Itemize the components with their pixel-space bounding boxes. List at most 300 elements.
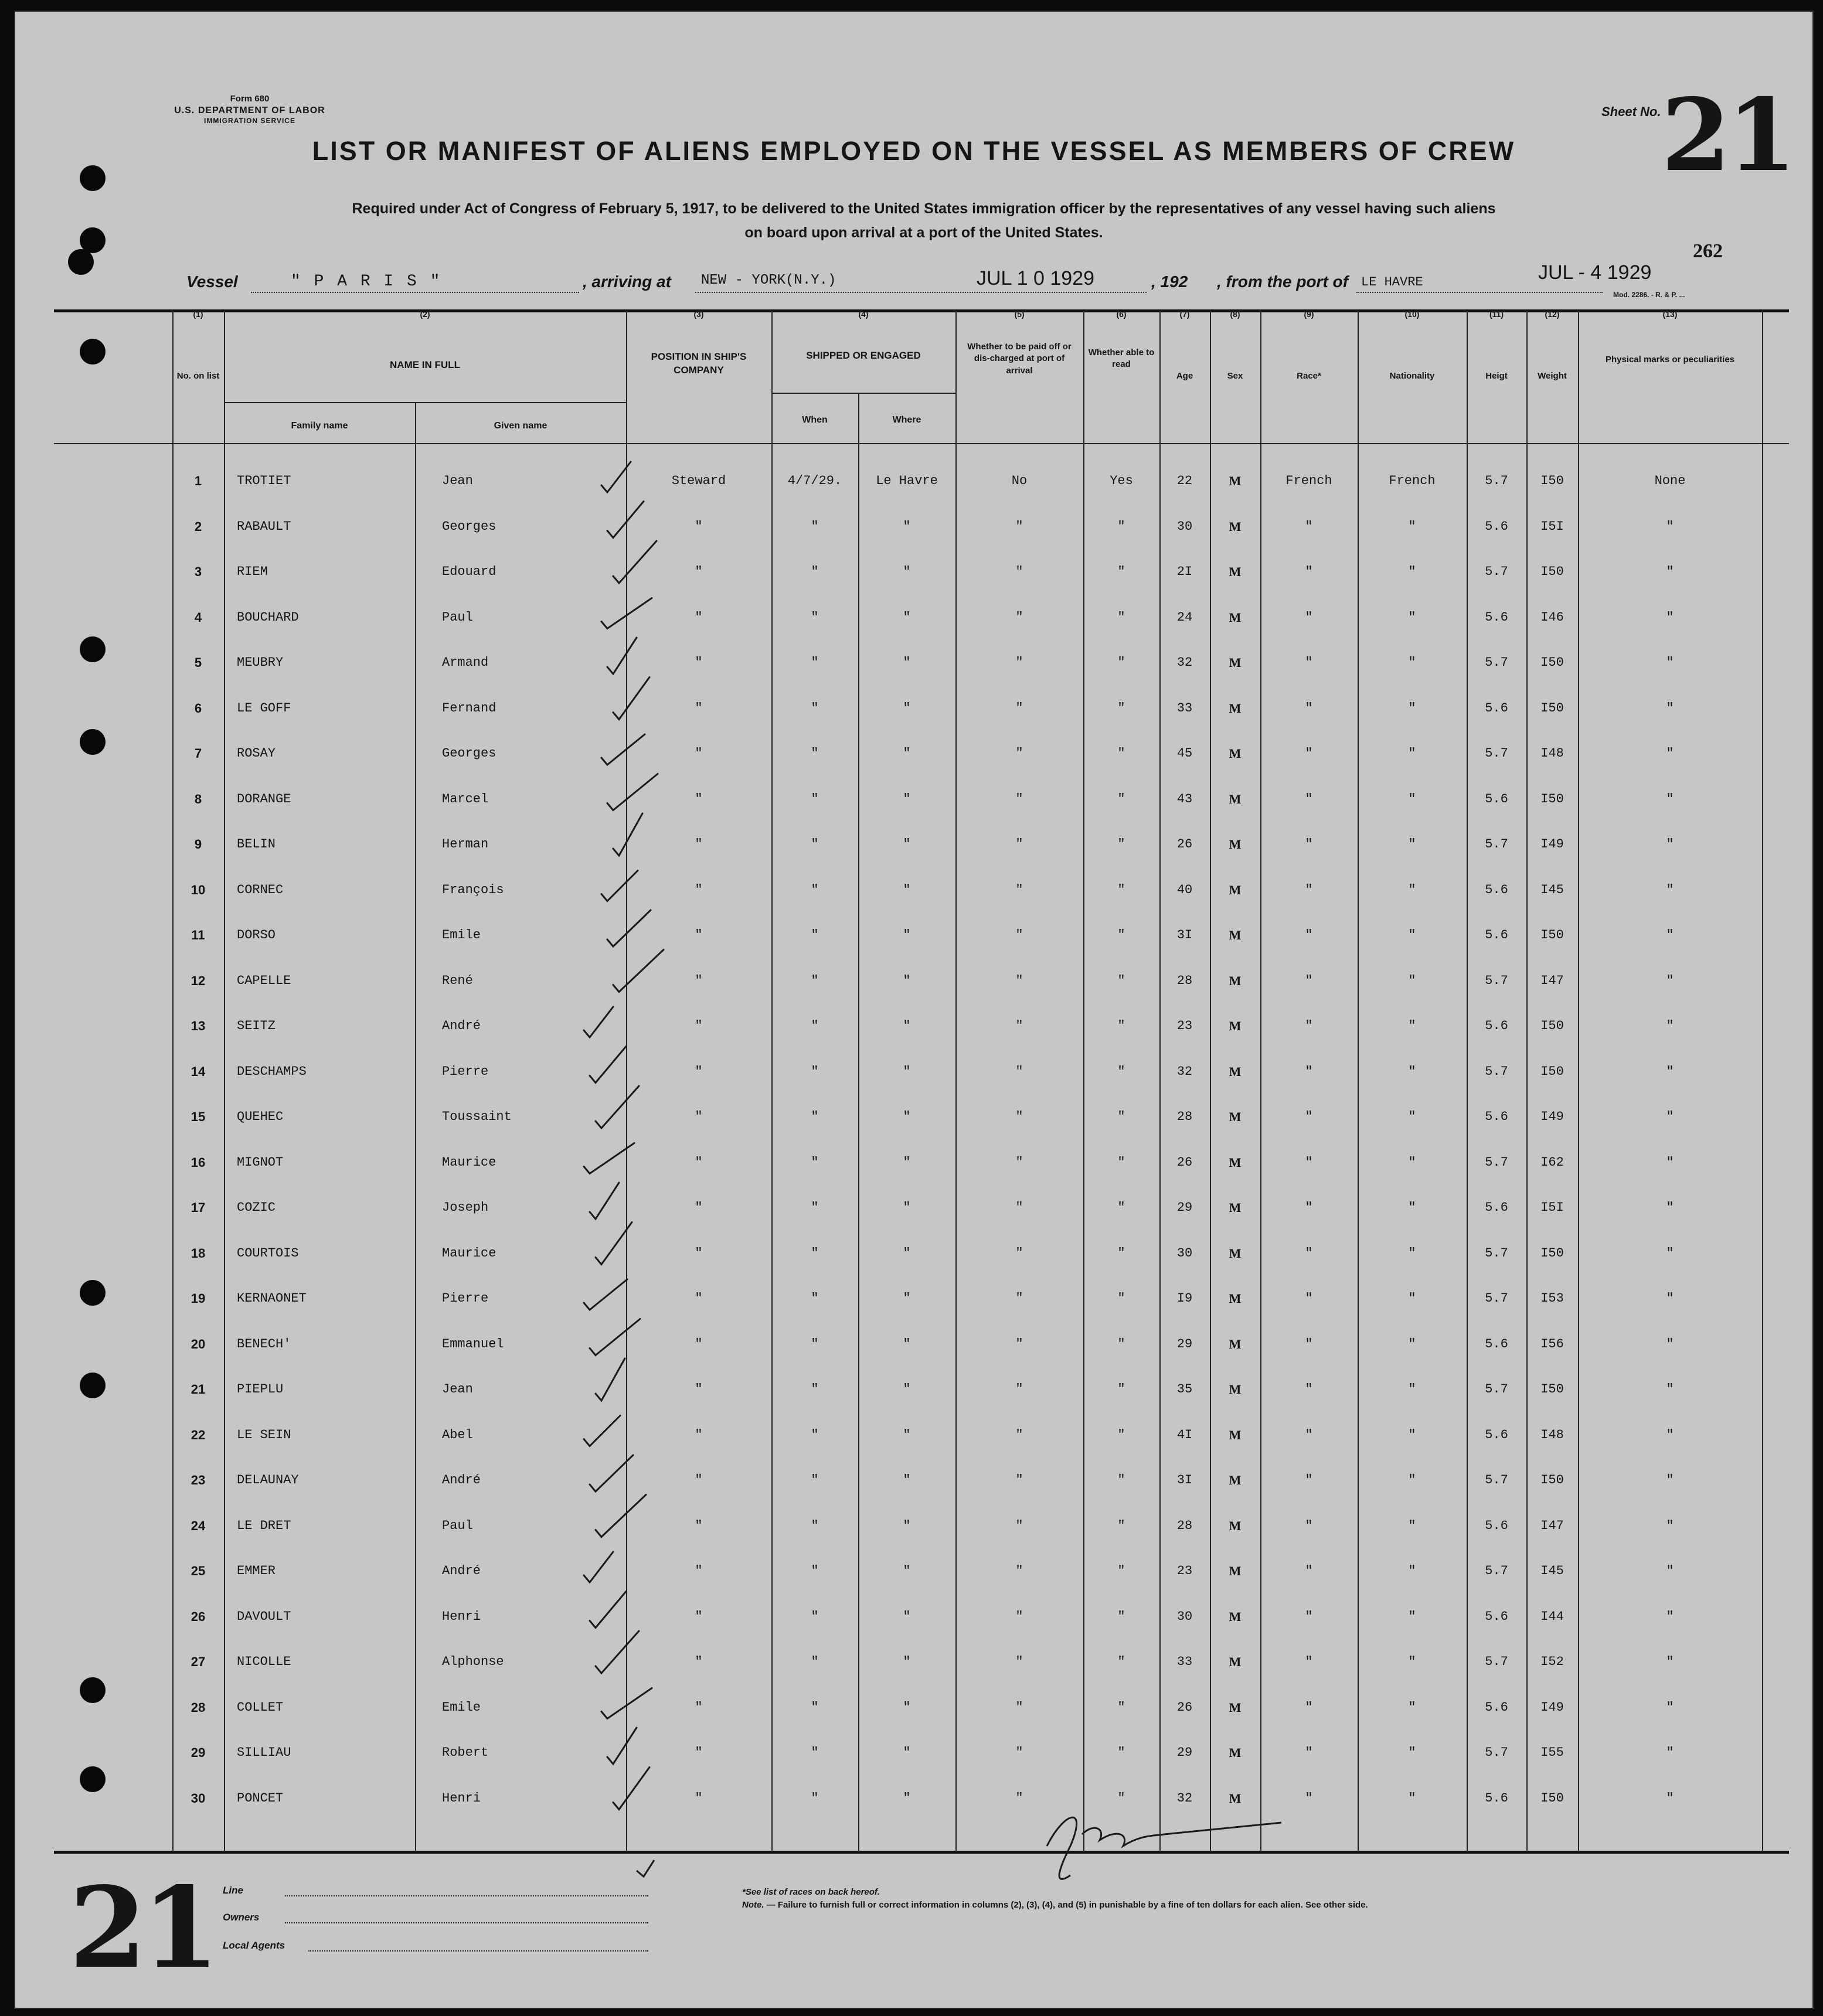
cell-where: Le Havre [876,474,938,488]
cell-read: " [1117,1473,1125,1487]
form-number: Form 680 [230,94,270,104]
cell-read: " [1117,837,1125,852]
cell-read: " [1117,1155,1125,1170]
cell-height: 5.7 [1485,1564,1508,1578]
cell-position: " [695,564,703,579]
cell-race: " [1305,746,1313,761]
cell-sex: M [1229,1518,1242,1533]
cell-paid: " [1015,1245,1023,1261]
col-num-3: (3) [693,309,704,319]
cell-weight: I46 [1540,609,1564,625]
check-mark [607,638,637,674]
cell-height: 5.6 [1485,1019,1508,1033]
cell-read: " [1117,928,1125,942]
cell-nat: " [1408,1245,1416,1261]
cell-age: 32 [1176,655,1193,670]
col-num-6: (6) [1116,309,1127,319]
cell-position: Steward [671,474,726,488]
cell-marks: None [1654,474,1686,488]
cell-nat: " [1408,973,1416,988]
cell-nat: " [1408,655,1416,670]
check-mark [607,1728,637,1764]
cell-weight: I50 [1540,791,1564,806]
cell-race: French [1285,474,1332,488]
cell-nat: " [1408,1609,1416,1624]
cell-height: 5.7 [1485,1064,1508,1079]
cell-family: DELAUNAY [237,1473,299,1487]
cell-family: BOUCHARD [237,609,299,625]
cell-weight: I50 [1540,1064,1564,1079]
cell-no: 9 [194,837,202,852]
cell-height: 5.7 [1485,655,1508,670]
dotted-line [285,1895,648,1896]
cell-when: " [811,1382,819,1397]
cell-marks: " [1666,1019,1674,1033]
departure-port: LE HAVRE [1361,275,1423,290]
cell-race: " [1305,1427,1313,1442]
cell-paid: " [1015,1109,1023,1124]
cell-marks: " [1666,1200,1674,1215]
cell-given: Armand [442,655,489,670]
cell-family: MEUBRY [237,655,284,670]
cell-position: " [695,973,703,988]
cell-age: 26 [1176,1700,1193,1715]
cell-position: " [695,791,703,806]
arrival-port: NEW - YORK(N.Y.) [701,273,836,288]
cell-height: 5.7 [1485,474,1508,488]
cell-height: 5.6 [1485,882,1508,897]
cell-marks: " [1666,973,1674,988]
arriving-label: , arriving at [583,273,671,291]
cell-weight: I62 [1540,1155,1564,1170]
cell-sex: M [1229,882,1242,897]
owners-label: Owners [223,1912,260,1923]
cell-given: Toussaint [442,1109,512,1124]
cell-height: 5.7 [1485,564,1508,579]
cell-family: EMMER [237,1564,276,1578]
cell-read: " [1117,1109,1125,1124]
check-mark [596,1495,646,1537]
year-label: , 192 [1151,273,1188,291]
cell-race: " [1305,1790,1313,1806]
cell-no: 6 [194,700,202,716]
col-header-weight: Weight [1538,371,1567,381]
cell-weight: I5I [1540,519,1564,534]
service-name: IMMIGRATION SERVICE [204,116,295,125]
cell-read: " [1117,1790,1125,1806]
cell-height: 5.6 [1485,791,1508,806]
cell-weight: I50 [1540,1245,1564,1261]
cell-race: " [1305,1609,1313,1624]
cell-paid: " [1015,1155,1023,1170]
cell-weight: I44 [1540,1609,1564,1624]
officer-signature [1047,1817,1281,1879]
cell-where: " [903,746,911,761]
cell-age: 22 [1176,474,1193,488]
cell-race: " [1305,1473,1313,1487]
cell-when: " [811,1790,819,1806]
cell-age: 29 [1176,1745,1193,1760]
cell-marks: " [1666,1064,1674,1079]
cell-paid: " [1015,1700,1023,1715]
cell-no: 30 [191,1790,206,1806]
cell-sex: M [1229,1564,1242,1578]
cell-age: 45 [1176,746,1193,761]
col-header-sex: Sex [1227,371,1243,381]
cell-given: André [442,1019,481,1033]
check-mark [613,541,657,583]
cell-when: " [811,1745,819,1760]
cell-nat: " [1408,791,1416,806]
cell-family: LE DRET [237,1518,291,1533]
cell-given: Herman [442,837,489,852]
cell-paid: " [1015,746,1023,761]
cell-when: " [811,1518,819,1533]
cell-read: " [1117,700,1125,716]
cell-where: " [903,1291,911,1306]
cell-marks: " [1666,564,1674,579]
cell-read: " [1117,564,1125,579]
cell-nat: " [1408,519,1416,534]
cell-paid: " [1015,1427,1023,1442]
cell-given: Pierre [442,1291,489,1306]
cell-read: " [1117,1336,1125,1351]
cell-where: " [903,1336,911,1351]
cell-marks: " [1666,1745,1674,1760]
cell-where: " [903,700,911,716]
cell-sex: M [1229,1019,1242,1033]
cell-position: " [695,746,703,761]
check-mark [607,502,644,538]
cell-weight: I47 [1540,1518,1564,1533]
cell-read: " [1117,1382,1125,1397]
cell-when: " [811,1109,819,1124]
cell-race: " [1305,1518,1313,1533]
cell-read: " [1117,609,1125,625]
cell-position: " [695,655,703,670]
cell-paid: " [1015,1564,1023,1578]
cell-when: " [811,519,819,534]
cell-sex: M [1229,1382,1242,1397]
cell-weight: I56 [1540,1336,1564,1351]
cell-race: " [1305,700,1313,716]
check-mark [584,1552,613,1582]
cell-when: " [811,746,819,761]
cell-race: " [1305,973,1313,988]
cell-position: " [695,1064,703,1079]
cell-race: " [1305,882,1313,897]
check-mark [601,598,652,629]
cell-when: " [811,1019,819,1033]
cell-weight: I5I [1540,1200,1564,1215]
cell-height: 5.7 [1485,1382,1508,1397]
cell-position: " [695,1200,703,1215]
cell-no: 4 [194,609,202,625]
cell-height: 5.6 [1485,1427,1508,1442]
cell-height: 5.6 [1485,1518,1508,1533]
cell-marks: " [1666,1336,1674,1351]
page-title: LIST OR MANIFEST OF ALIENS EMPLOYED ON THE VESSEL AS MEMBERS OF CREW [312,136,1516,166]
cell-family: LE SEIN [237,1427,291,1442]
cell-weight: I45 [1540,1564,1564,1578]
cell-given: Henri [442,1609,481,1624]
cell-where: " [903,655,911,670]
cell-marks: " [1666,837,1674,852]
col-header-where: Where [892,415,921,425]
cell-position: " [695,1564,703,1578]
check-mark [590,1183,619,1219]
cell-age: 26 [1176,837,1193,852]
cell-nat: " [1408,1564,1416,1578]
department-name: U.S. DEPARTMENT OF LABOR [174,105,325,115]
cell-no: 13 [191,1019,206,1033]
cell-no: 10 [191,882,206,897]
cell-where: " [903,519,911,534]
cell-marks: " [1666,1790,1674,1806]
cell-nat: " [1408,882,1416,897]
cell-height: 5.7 [1485,973,1508,988]
vessel-name: " P A R I S " [291,273,442,291]
cell-no: 11 [191,928,205,942]
cell-marks: " [1666,1109,1674,1124]
cell-sex: M [1229,928,1242,942]
cell-race: " [1305,519,1313,534]
local-agents-label: Local Agents [223,1940,285,1951]
cell-paid: " [1015,655,1023,670]
cell-marks: " [1666,1518,1674,1533]
from-port-label: , from the port of [1217,273,1348,291]
cell-sex: M [1229,973,1242,988]
cell-sex: M [1229,1473,1242,1487]
cell-age: 30 [1176,519,1193,534]
cell-position: " [695,1291,703,1306]
cell-weight: I49 [1540,1700,1564,1715]
cell-family: ROSAY [237,746,276,761]
cell-given: Jean [442,474,473,488]
cell-where: " [903,564,911,579]
manifest-sheet [14,11,1814,2009]
cell-given: François [442,882,504,897]
cell-no: 8 [194,791,202,806]
cell-read: " [1117,1200,1125,1215]
cell-position: " [695,1245,703,1261]
check-mark [596,1631,639,1673]
sheet-label: Sheet No. [1601,104,1661,119]
cell-read: " [1117,746,1125,761]
cell-paid: " [1015,791,1023,806]
cell-height: 5.6 [1485,1700,1508,1715]
cell-marks: " [1666,1245,1674,1261]
cell-read: " [1117,1019,1125,1033]
cell-age: 29 [1176,1336,1193,1351]
check-mark [590,1455,633,1491]
cell-family: KERNAONET [237,1291,307,1306]
cell-family: MIGNOT [237,1155,284,1170]
cell-paid: " [1015,928,1023,942]
cell-sex: M [1229,609,1242,625]
cell-marks: " [1666,791,1674,806]
cell-nat: " [1408,746,1416,761]
cell-position: " [695,1473,703,1487]
cell-sex: M [1229,1245,1242,1261]
cell-marks: " [1666,928,1674,942]
penalty-note [742,1900,1739,1910]
cell-family: CORNEC [237,882,284,897]
cell-position: " [695,1700,703,1715]
cell-position: " [695,1336,703,1351]
cell-where: " [903,1245,911,1261]
check-mark [613,677,649,720]
cell-no: 19 [191,1291,206,1306]
cell-given: Emile [442,928,481,942]
departure-date-stamp: JUL - 4 1929 [1538,261,1652,284]
check-mark [584,1279,627,1310]
cell-when: " [811,1609,819,1624]
cell-sex: M [1229,1790,1242,1806]
cell-height: 5.7 [1485,1473,1508,1487]
check-mark [601,734,645,765]
cell-weight: I50 [1540,1019,1564,1033]
cell-family: RABAULT [237,519,291,534]
cell-where: " [903,1200,911,1215]
cell-height: 5.6 [1485,1790,1508,1806]
race-footnote: *See list of races on back hereof. [742,1887,880,1897]
cell-sex: M [1229,1155,1242,1170]
cell-age: 33 [1176,700,1193,716]
cell-nat: " [1408,1109,1416,1124]
cell-read: " [1117,1745,1125,1760]
cell-no: 20 [191,1336,206,1351]
cell-weight: I50 [1540,474,1564,488]
cell-family: LE GOFF [237,700,291,716]
cell-sex: M [1229,564,1242,579]
cell-family: SILLIAU [237,1745,291,1760]
cell-position: " [695,1019,703,1033]
cell-position: " [695,1427,703,1442]
cell-where: " [903,1700,911,1715]
cell-age: 23 [1176,1564,1193,1578]
cell-age: 28 [1176,1109,1193,1124]
cell-given: Georges [442,519,496,534]
cell-marks: " [1666,700,1674,716]
cell-race: " [1305,1336,1313,1351]
check-mark [613,813,642,856]
cell-age: 35 [1176,1382,1193,1397]
cell-when: " [811,1291,819,1306]
check-mark [601,462,631,492]
cell-given: Marcel [442,791,489,806]
cell-marks: " [1666,746,1674,761]
col-header-nationality: Nationality [1389,371,1435,381]
cell-given: Edouard [442,564,496,579]
cell-when: " [811,882,819,897]
cell-family: PIEPLU [237,1382,284,1397]
cell-where: " [903,1382,911,1397]
cell-weight: I48 [1540,1427,1564,1442]
cell-height: 5.6 [1485,609,1508,625]
cell-paid: " [1015,1654,1023,1669]
cell-when: " [811,928,819,942]
cell-age: 24 [1176,609,1193,625]
cell-sex: M [1229,1200,1242,1215]
check-mark [607,774,658,811]
cell-paid: " [1015,1336,1023,1351]
cell-paid: " [1015,1790,1023,1806]
cell-read: " [1117,1609,1125,1624]
cell-given: Emile [442,1700,481,1715]
cell-weight: I50 [1540,928,1564,942]
cell-read: " [1117,973,1125,988]
cell-when: 4/7/29. [787,474,842,488]
cell-given: Abel [442,1427,473,1442]
check-mark [590,1047,626,1083]
cell-race: " [1305,928,1313,942]
cell-paid: " [1015,973,1023,988]
cell-when: " [811,1427,819,1442]
cell-age: 30 [1176,1245,1193,1261]
cell-height: 5.7 [1485,1654,1508,1669]
cell-no: 29 [191,1745,206,1760]
check-mark [596,1358,625,1401]
col-num-1: (1) [193,309,203,319]
col-header-able-to-read: Whether able to read [1088,348,1155,370]
cell-nat: " [1408,837,1416,852]
cell-age: 33 [1176,1654,1193,1669]
cell-marks: " [1666,1473,1674,1487]
cell-when: " [811,1564,819,1578]
check-mark [601,1688,652,1719]
cell-no: 17 [191,1200,206,1215]
cell-when: " [811,973,819,988]
col-num-8: (8) [1230,309,1240,319]
cell-no: 18 [191,1245,206,1261]
cell-weight: I50 [1540,1473,1564,1487]
cell-where: " [903,791,911,806]
cell-age: 4I [1176,1427,1193,1442]
cell-paid: " [1015,609,1023,625]
cell-where: " [903,1155,911,1170]
cell-nat: " [1408,1473,1416,1487]
cell-sex: M [1229,1109,1242,1124]
cell-given: André [442,1564,481,1578]
cell-age: 2I [1176,564,1193,579]
cell-read: " [1117,1291,1125,1306]
cell-race: " [1305,609,1313,625]
cell-read: " [1117,1427,1125,1442]
col-num-7: (7) [1179,309,1190,319]
cell-given: André [442,1473,481,1487]
col-header-position: POSITION IN SHIP'S COMPANY [651,351,747,376]
cell-nat: " [1408,1336,1416,1351]
cell-where: " [903,973,911,988]
cell-position: " [695,1518,703,1533]
cell-when: " [811,791,819,806]
cell-marks: " [1666,1654,1674,1669]
cell-position: " [695,609,703,625]
col-num-2: (2) [420,309,430,319]
cell-where: " [903,1427,911,1442]
cell-where: " [903,1109,911,1124]
cell-position: " [695,928,703,942]
cell-read: " [1117,1654,1125,1669]
cell-age: 3I [1176,1473,1193,1487]
cell-when: " [811,1700,819,1715]
cell-nat: " [1408,1382,1416,1397]
cell-height: 5.6 [1485,928,1508,942]
cell-where: " [903,837,911,852]
cell-paid: " [1015,1382,1023,1397]
cell-marks: " [1666,1427,1674,1442]
